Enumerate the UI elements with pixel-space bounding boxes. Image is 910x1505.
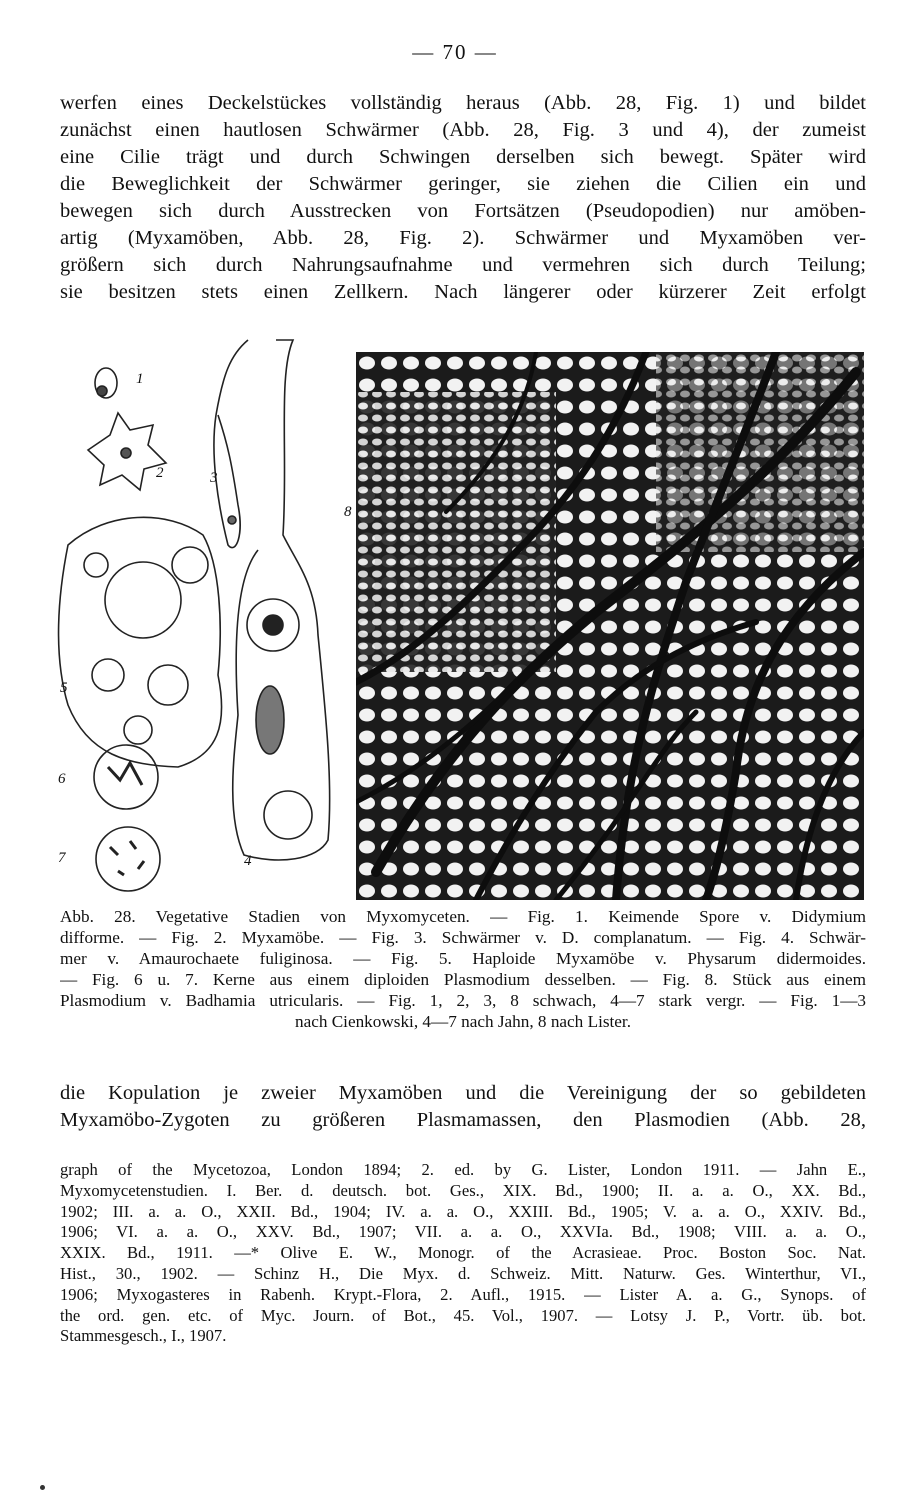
caption-line: — Fig. 6 u. 7. Kerne aus einem diploiden Plasmodium desselben. — Fig. 8. Stück aus einem xyxy=(60,970,866,989)
body-text-middle xyxy=(60,1080,866,1134)
footnotes xyxy=(60,1160,866,1347)
footnote-line: Hist., 30., 1902. — Schinz H., Die Myx. d. Schweiz. Mitt. Naturw. Ges. Winterthur, VI., xyxy=(60,1263,866,1283)
caption-line: Abb. 28. Vegetative Stadien von Myxomyceten. — Fig. 1. Keimende Spore v. Didymium xyxy=(60,907,866,926)
footnote-line: 1906; VI. a. a. O., XXV. Bd., 1907; VII. a. a. O., XXVIa. Bd., 1908; VIII. a. a. O., xyxy=(60,1222,866,1242)
footnote-line: graph of the Mycetozoa, London 1894; 2. ed. by G. Lister, London 1911. — Jahn E., xyxy=(60,1160,866,1179)
footnote-line: Myxomycetenstudien. I. Ber. d. deutsch. bot. Ges., XIX. Bd., 1900; II. a. a. O., XX. Bd., xyxy=(60,1180,866,1200)
footnote-line: 1902; III. a. a. O., XXII. Bd., 1904; IV. a. a. O., XXIII. Bd., 1905; V. a. a. O., XXIV. Bd., xyxy=(60,1201,866,1221)
fig-label-8: 8 xyxy=(344,504,352,520)
footnote-line: XXIX. Bd., 1911. —* Olive E. W., Monogr. of the Acrasieae. Proc. Boston Soc. Nat. xyxy=(60,1243,866,1263)
caption-line: nach Cienkowski, 4—7 nach Jahn, 8 nach Lister. xyxy=(294,1012,632,1031)
figure-left-drawings xyxy=(48,335,340,895)
text-line: artig (Myxamöben, Abb. 28, Fig. 2). Schwärmer und Myxamöben ver- xyxy=(60,227,866,249)
plasmodium-svg xyxy=(356,352,864,900)
scan-speck xyxy=(40,1485,45,1490)
text-line: die Kopulation je zweier Myxamöben und die Vereinigung der so gebildeten xyxy=(60,1082,866,1104)
footnote-line: the ord. gen. etc. of Myc. Journ. of Bot., 45. Vol., 1907. — Lotsy J. P., Vortr. üb. bot. xyxy=(60,1305,866,1325)
text-line: sie besitzen stets einen Zellkern. Nach längerer oder kürzerer Zeit erfolgt xyxy=(60,281,866,303)
fig-label-4: 4 xyxy=(244,853,252,869)
drawings-svg xyxy=(48,335,340,895)
caption-line: difforme. — Fig. 2. Myxamöbe. — Fig. 3. Schwärmer v. D. complanatum. — Fig. 4. Schwär- xyxy=(60,928,866,947)
footnote-line: Stammesgesch., I., 1907. xyxy=(60,1326,227,1346)
page-number: — 70 — xyxy=(412,40,498,64)
body-text-top xyxy=(60,90,866,306)
fig6-nucleus xyxy=(94,745,158,809)
text-line: bewegen sich durch Ausstrecken von Fortsätzen (Pseudopodien) nur amöben- xyxy=(60,200,866,222)
text-line: Myxamöbo-Zygoten zu größeren Plasmamassen, den Plasmodien (Abb. 28, xyxy=(60,1109,866,1131)
fig-label-7: 7 xyxy=(58,850,66,866)
text-line: die Beweglichkeit der Schwärmer geringer, sie ziehen die Cilien ein und xyxy=(60,173,866,195)
text-line: zunächst einen hautlosen Schwärmer (Abb. 28, Fig. 3 und 4), der zumeist xyxy=(60,119,866,141)
fig-label-3: 3 xyxy=(210,470,218,486)
fig7-nucleus xyxy=(96,827,160,891)
caption-line: mer v. Amaurochaete fuliginosa. — Fig. 5. Haploide Myxamöbe v. Physarum didermoides. xyxy=(60,949,866,968)
footnote-line: 1906; Myxogasteres in Rabenh. Krypt.-Flora, 2. Aufl., 1915. — Lister A. a. G., Synops. of xyxy=(60,1284,866,1304)
figure-caption xyxy=(60,906,866,1032)
fig-label-5: 5 xyxy=(60,680,68,696)
fig5-myxamoeba xyxy=(59,517,222,767)
fig-label-2: 2 xyxy=(156,465,164,481)
figure-plasmodium xyxy=(344,352,864,900)
fig-label-6: 6 xyxy=(58,771,66,787)
text-line: werfen eines Deckelstückes vollständig heraus (Abb. 28, Fig. 1) und bildet xyxy=(60,92,866,114)
text-line: eine Cilie trägt und durch Schwingen derselben sich bewegt. Später wird xyxy=(60,146,866,168)
fig-label-1: 1 xyxy=(136,371,144,387)
text-line: größern sich durch Nahrungsaufnahme und vermehren sich durch Teilung; xyxy=(60,254,866,276)
caption-line: Plasmodium v. Badhamia utricularis. — Fig. 1, 2, 3, 8 schwach, 4—7 stark vergr. — Fig. 1—3 xyxy=(60,991,866,1010)
